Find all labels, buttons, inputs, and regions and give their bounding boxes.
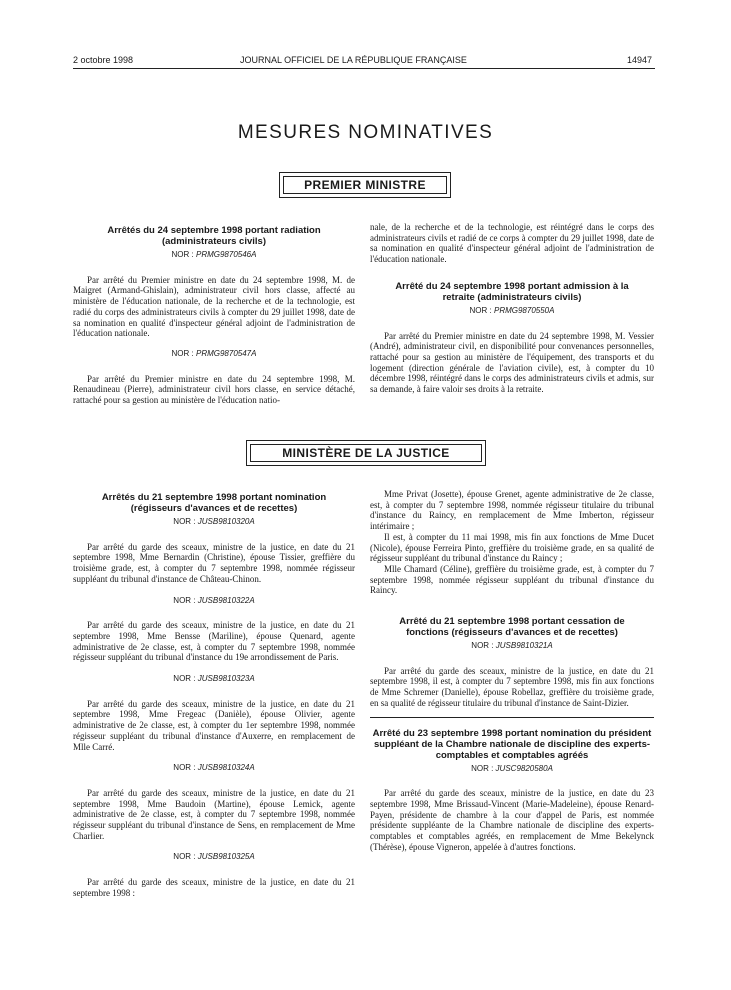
- article-rule: [370, 717, 654, 718]
- nor-code: PRMG9870546A: [195, 250, 257, 259]
- section-box-justice: [246, 440, 486, 466]
- nor-label: NOR :: [173, 517, 196, 526]
- pm-right-column: [370, 222, 654, 395]
- article-heading: Arrêté du 21 septembre 1998 portant cessation de fonctions (régisseurs d'avances et de recettes): [399, 616, 625, 639]
- paragraph: Par arrêté du garde des sceaux, ministre de la justice, en date du 21 septembre 1998, il est, à compter du 7 septembre 1998, mis fin aux fonctions de Mme Schremer (Danielle), épouse Robellaz, greffière du troisième grade, en sa qualité de régisseur titulaire du tribunal d'instance de Saint-Dizier.: [370, 665, 654, 708]
- paragraph: Par arrêté du Premier ministre en date du 24 septembre 1998, M. de Maigret (Armand-Ghislain), administrateur civil hors classe, affecté au ministère de l'éducation nationale, de la recherche et de la technologie, est radié du corps des administrateurs civils à compter du 29 juillet 1998, date de sa nomination en qualité d'inspecteur général adjoint de l'administration de l'éducation nationale.: [73, 274, 355, 339]
- section-title-premier-ministre: PREMIER MINISTRE: [283, 176, 447, 194]
- nor-reference: [73, 517, 355, 528]
- nor-reference: [73, 250, 355, 261]
- nor-code: JUSB9810324A: [197, 763, 255, 773]
- nor-reference: [370, 641, 654, 652]
- header-journal: JOURNAL OFFICIEL DE LA RÉPUBLIQUE FRANÇAISE: [240, 55, 467, 65]
- nor-code: JUSC9820580A: [495, 763, 553, 773]
- paragraph: Par arrêté du garde des sceaux, ministre de la justice, en date du 21 septembre 1998, Mme Baudoin (Martine), épouse Lemick, agente administrative de 2e classe, est, à compter du 7 septembre 1998, nommée régisseur suppléant du tribunal d'instance de Sens, en remplacement de Mme Charlier.: [73, 787, 355, 841]
- article-heading: Arrêté du 23 septembre 1998 portant nomination du président suppléant de la Chambre nationale de discipline des experts-comptables et comptables agréés: [372, 727, 652, 761]
- nor-label: NOR :: [471, 763, 494, 773]
- nor-label: NOR :: [173, 852, 196, 862]
- nor-reference: [73, 763, 355, 774]
- nor-code: JUSB9810323A: [197, 674, 255, 684]
- nor-label: NOR :: [173, 763, 196, 773]
- justice-right-column: [370, 489, 654, 852]
- pm-left-column: [73, 225, 355, 406]
- nor-code: PRMG9870550A: [493, 305, 555, 315]
- nor-label: NOR :: [469, 305, 492, 315]
- header-rule: [73, 68, 655, 69]
- nor-reference: [73, 674, 355, 685]
- article-heading: Arrêté du 24 septembre 1998 portant admission à la retraite (administrateurs civils): [395, 280, 629, 303]
- nor-reference: [370, 306, 654, 317]
- paragraph: Par arrêté du Premier ministre en date du 24 septembre 1998, M. Renaudineau (Pierre), administrateur civil hors classe, en service détaché, rattaché pour sa gestion au ministère de l'éducation natio-: [73, 373, 355, 406]
- nor-reference: [370, 764, 654, 775]
- paragraph: Par arrêté du garde des sceaux, ministre de la justice, en date du 21 septembre 1998 :: [73, 877, 355, 898]
- article-heading: Arrêtés du 24 septembre 1998 portant radiation (administrateurs civils): [107, 225, 321, 247]
- nor-reference: [73, 596, 355, 607]
- article-heading: Arrêtés du 21 septembre 1998 portant nomination (régisseurs d'avances et de recettes): [101, 492, 327, 514]
- paragraph: Il est, à compter du 11 mai 1998, mis fin aux fonctions de Mme Ducet (Nicole), épouse Ferreira Pinto, greffière du troisième grade, en sa qualité de régisseur suppléant du tribunal d'instance du Raincy ;: [370, 531, 654, 564]
- nor-code: JUSB9810321A: [495, 641, 553, 651]
- nor-label: NOR :: [173, 674, 196, 684]
- nor-code: JUSB9810322A: [197, 595, 255, 605]
- paragraph: nale, de la recherche et de la technologie, est réintégré dans le corps des administrateurs civils et radié de ce corps à compter du 29 juillet 1998, date de sa nomination en qualité d'inspecteur général adjoint de l'administration de l'éducation nationale.: [370, 222, 654, 265]
- paragraph: Par arrêté du garde des sceaux, ministre de la justice, en date du 21 septembre 1998, Mme Fregeac (Danièle), épouse Olivier, agente administrative de 2e classe, est, à compter du 1er septembre 1998, nommée régisseur suppléant du tribunal d'instance d'Auxerre, en remplacement de Mlle Carré.: [73, 698, 355, 752]
- nor-label: NOR :: [171, 250, 194, 259]
- nor-label: NOR :: [471, 641, 494, 651]
- paragraph: Par arrêté du Premier ministre en date du 24 septembre 1998, M. Vessier (André), administrateur civil, en disponibilité pour convenances personnelles, rattaché pour sa gestion au ministère de l'équipement, des transports et du logement (direction générale de l'aviation civile), est, à compter du 10 décembre 1998, réintégré dans le corps des administrateurs civils et admis, sur sa demande, à faire valoir ses droits à la retraite.: [370, 330, 654, 395]
- header-page-number: 14947: [627, 55, 653, 65]
- paragraph: Par arrêté du garde des sceaux, ministre de la justice, en date du 23 septembre 1998, Mme Brissaud-Vincent (Marie-Madeleine), épouse Renard-Payen, présidente de chambre à la cour d'appel de Paris, est nommée présidente suppléante de la Chambre nationale de discipline des experts-comptables et comptables agréés, en remplacement de Mme Bekelynck (Thérèse), épouse Vigneron, appelée à d'autres fonctions.: [370, 788, 654, 852]
- nor-code: JUSB9810325A: [197, 852, 255, 862]
- section-box-premier-ministre: [279, 172, 451, 198]
- header-date: 2 octobre 1998: [73, 55, 134, 65]
- paragraph: Mme Privat (Josette), épouse Grenet, agente administrative de 2e classe, est, à compter du 7 septembre 1998, nommée régisseur titulaire du tribunal d'instance du Raincy, en remplacement de Mme Imberton, régisseur intérimaire ;: [370, 489, 654, 532]
- paragraph: Par arrêté du garde des sceaux, ministre de la justice, en date du 21 septembre 1998, Mme Bernardin (Christine), épouse Tissier, greffière du troisième grade, est, à compter du 7 septembre 1998, nommée régisseur suppléant du tribunal d'instance de Château-Chinon.: [73, 541, 355, 584]
- paragraph: Mlle Chamard (Céline), greffière du troisième grade, est, à compter du 7 septembre 1998, nommée régisseur suppléant du tribunal d'instance du Raincy.: [370, 563, 654, 596]
- nor-label: NOR :: [173, 595, 196, 605]
- justice-left-column: [73, 492, 355, 899]
- nor-label: NOR :: [171, 348, 194, 358]
- nor-reference: [73, 852, 355, 863]
- section-title-justice: MINISTÈRE DE LA JUSTICE: [250, 444, 482, 462]
- nor-code: JUSB9810320A: [197, 517, 255, 526]
- nor-reference: [73, 349, 355, 360]
- nor-code: PRMG9870547A: [195, 348, 257, 358]
- paragraph: Par arrêté du garde des sceaux, ministre de la justice, en date du 21 septembre 1998, Mme Bensse (Mariline), épouse Quenard, agente administrative de 2e classe, est, à compter du 7 septembre 1998, nommée régisseur suppléant du tribunal d'instance du 19e arrondissement de Paris.: [73, 620, 355, 663]
- page-title: MESURES NOMINATIVES: [237, 122, 494, 143]
